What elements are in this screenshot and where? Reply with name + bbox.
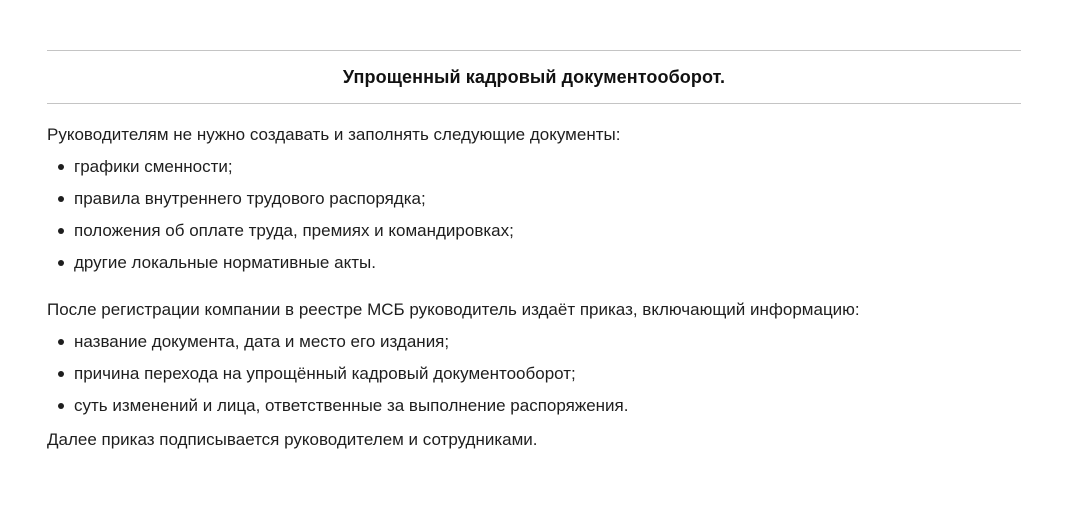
list-item-text: правила внутреннего трудового распорядка; [74,189,426,208]
list-item-text: другие локальные нормативные акты. [74,253,376,272]
list-item [47,220,1021,242]
list-item [47,395,1021,417]
block1-list [47,156,1021,274]
list-item-text: положения об оплате труда, премиях и командировках; [74,221,514,240]
bullet-icon [58,403,64,409]
bullet-icon [58,164,64,170]
list-item [47,156,1021,178]
list-item [47,363,1021,385]
closing-paragraph: Далее приказ подписывается руководителем и сотрудниками. [47,430,538,449]
list-item [47,252,1021,274]
bullet-icon [58,196,64,202]
block2-list [47,331,1021,417]
list-item-text: суть изменений и лица, ответственные за выполнение распоряжения. [74,396,629,415]
list-item [47,331,1021,353]
section-title: Упрощенный кадровый документооборот. [342,66,726,87]
list-item-text: название документа, дата и место его издания; [74,332,450,351]
bullet-icon [58,260,64,266]
document-content [47,124,1021,451]
bullet-icon [58,371,64,377]
bullet-icon [58,228,64,234]
bullet-icon [58,339,64,345]
block1-intro: Руководителям не нужно создавать и заполнять следующие документы: [47,125,621,144]
block2-intro: После регистрации компании в реестре МСБ руководитель издаёт приказ, включающий информацию: [47,300,860,319]
list-item [47,188,1021,210]
list-item-text: графики сменности; [74,157,233,176]
spacer [47,284,1021,299]
list-item-text: причина перехода на упрощённый кадровый документооборот; [74,364,576,383]
section-header [47,50,1021,104]
